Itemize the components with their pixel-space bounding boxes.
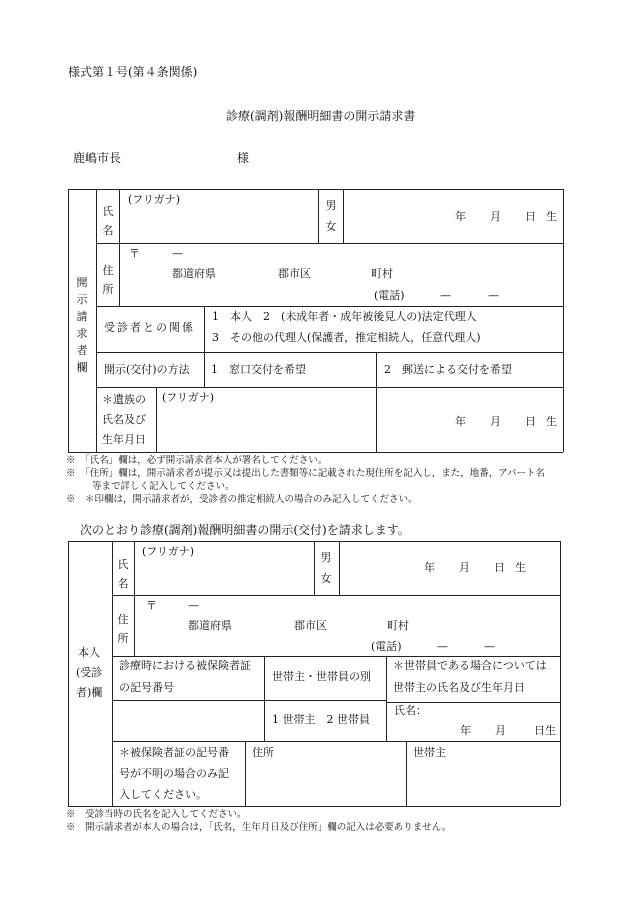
requester-phone-dash-1: — [440,289,451,302]
unknown-number-note-3: 入してください。 [119,788,207,801]
bereaved-birth-year: 年 [455,415,466,428]
request-sentence: 次のとおり診療(調剤)報酬明細書の開示(交付)を請求します。 [80,523,410,537]
requester-name-label: 氏名 [102,205,114,237]
bereaved-furigana: (フリガナ) [162,391,215,404]
patient-birth-born: 生 [515,561,526,574]
requester-birth-day: 日 [525,210,536,223]
patient-phone-dash-2: — [484,640,495,653]
requester-prefecture: 都道府県 [172,267,216,280]
household-options[interactable]: 1 世帯主 2 世帯員 [272,713,370,726]
note-top-4: ※ ＊印欄は，開示請求者が，受診者の推定相続人の場合のみ記入してください。 [66,494,418,505]
method-option-counter[interactable]: 1 窓口交付を希望 [211,363,306,376]
note-top-2: ※ 「住所」欄は，開示請求者が提示又は提出した書類等に記載された現住所を記入し，また，地番，アパート名 [66,468,545,479]
requester-phone-dash-2: — [488,289,499,302]
relation-options-line-1: 1 本人 2 (未成年者・成年被後見人の)法定代理人 [212,310,477,323]
holder-address-label: 住所 [252,746,274,759]
method-option-mail[interactable]: 2 郵送による交付を希望 [384,363,512,376]
requester-section-label: 開示請求者欄 [76,276,88,375]
document-title: 診療(調剤)報酬明細書の開示請求書 [226,109,416,123]
patient-phone-label: (電話) [371,640,402,653]
member-note-line-2: 世帯主の氏名及び生年月日 [393,681,525,694]
household-head-birth-month: 月 [495,724,506,737]
patient-birth-day: 日 [494,561,505,574]
requester-postal-mark: 〒 [129,247,140,260]
bereaved-label-line-1: ＊遺族の [102,393,146,406]
requester-address-label: 住所 [102,264,114,296]
insurance-label-line-1: 診療時における被保険者証 [119,659,251,672]
patient-prefecture: 都道府県 [188,619,232,632]
relation-options-line-2: 3 その他の代理人(保護者，推定相続人，任意代理人) [212,331,481,344]
note-top-1: ※ 「氏名」欄は，必ず開示請求者本人が署名してください。 [66,455,328,466]
patient-town: 町村 [387,619,409,632]
method-label: 開示(交付)の方法 [104,363,190,376]
relation-label: 受診者との関係 [104,321,195,334]
requester-phone-label: (電話) [374,289,405,302]
patient-name-label: 氏名 [117,558,129,590]
bereaved-label-line-2: 氏名及び [102,413,146,426]
bereaved-birth-month: 月 [490,415,501,428]
patient-birth-year: 年 [424,561,435,574]
requester-furigana: (フリガナ) [128,193,181,206]
patient-city: 郡市区 [294,619,327,632]
patient-postal-dash: — [188,599,199,612]
household-type-label: 世帯主・世帯員の別 [272,670,371,683]
patient-address-label: 住所 [117,613,129,645]
unknown-number-note-1: ＊被保険者証の記号番 [119,746,229,759]
requester-city: 郡市区 [278,267,311,280]
household-head-label: 世帯主 [413,746,446,759]
household-head-birth-day: 日生 [534,724,556,737]
patient-section-label-2: (受診 [76,666,103,679]
household-head-birth-year: 年 [460,724,471,737]
requester-birth-year: 年 [455,210,466,223]
requester-postal-dash: — [172,247,183,260]
note-bottom-2: ※ 開示請求者が本人の場合は，「氏名，生年月日及び住所」欄の記入は必要ありません。 [66,822,452,833]
household-head-name-label: 氏名： [394,704,427,717]
bereaved-birth-born: 生 [546,415,557,428]
patient-section-label-1: 本人 [78,646,100,659]
patient-phone-dash-1: — [437,640,448,653]
requester-birth-born: 生 [546,210,557,223]
note-bottom-1: ※ 受診当時の氏名を記入してください。 [66,809,247,820]
patient-postal-mark: 〒 [146,599,157,612]
bereaved-birth-day: 日 [525,415,536,428]
unknown-number-note-2: 号が不明の場合のみ記 [119,767,229,780]
addressee-name: 鹿嶋市長 [73,151,122,165]
insurance-label-line-2: の記号番号 [119,681,174,694]
form-number: 様式第１号(第４条関係) [68,65,198,79]
addressee-honorific: 様 [237,151,250,165]
member-note-line-1: ＊世帯員である場合については [393,659,547,672]
note-top-3: 等まで詳しく記入してください。 [92,481,235,492]
requester-sex: 男女 [325,199,337,233]
patient-furigana: (フリガナ) [142,545,195,558]
requester-town: 町村 [371,267,393,280]
bereaved-label-line-3: 生年月日 [102,433,146,446]
patient-birth-month: 月 [459,561,470,574]
requester-birth-month: 月 [490,210,501,223]
patient-section-label-3: 者)欄 [76,686,103,699]
patient-sex: 男女 [320,551,332,585]
